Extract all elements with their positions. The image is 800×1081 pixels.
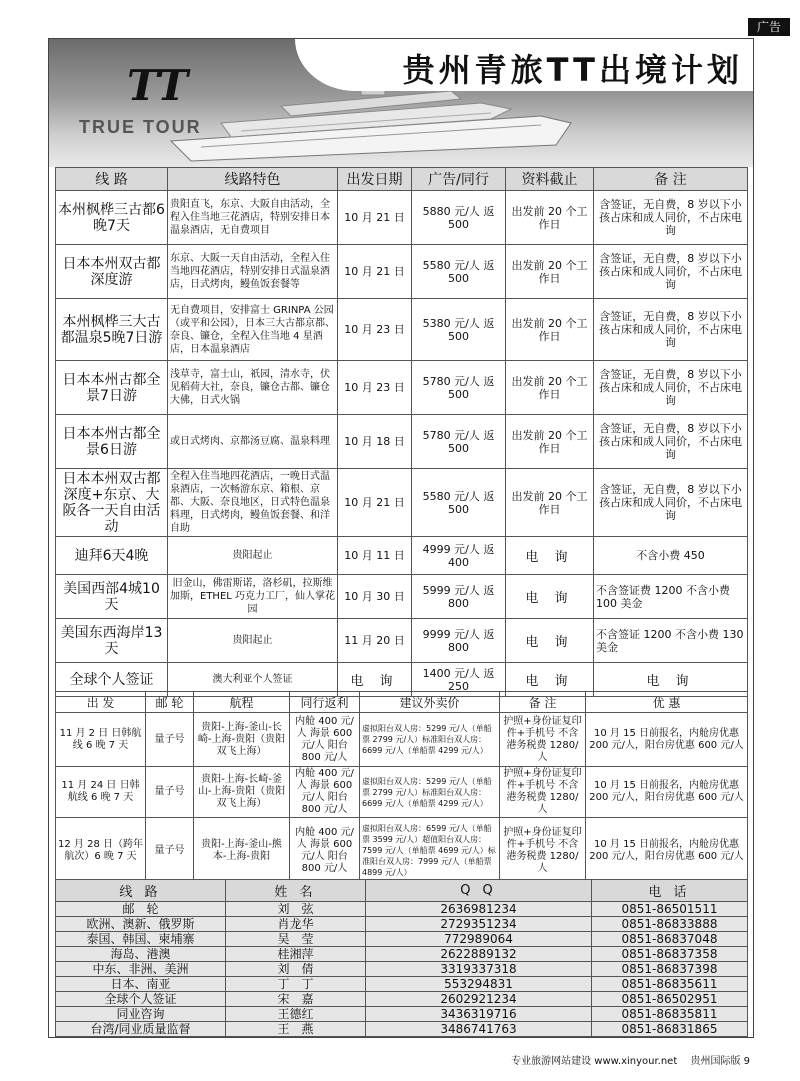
deadline: 出发前 20 个工作日 xyxy=(506,299,594,361)
contact-name: 王德红 xyxy=(226,1007,366,1022)
cruise-table-header xyxy=(56,692,748,713)
cruise-offer: 10 月 15 日前报名，内舱房优惠 200 元/人，阳台房优惠 600 元/人 xyxy=(586,818,748,884)
note: 含签证，无自费，8 岁以下小孩占床和成人同价，不占床电询 xyxy=(594,245,748,299)
note: 电 询 xyxy=(594,663,748,697)
contact-phone: 0851-86837358 xyxy=(592,947,748,962)
table-row xyxy=(56,245,748,299)
table-row xyxy=(56,767,748,818)
table-row xyxy=(56,977,748,992)
note: 含签证，无自费，8 岁以下小孩占床和成人同价，不占床电询 xyxy=(594,299,748,361)
contact-phone: 0851-86502951 xyxy=(592,992,748,1007)
route-name: 日本本州双古都深度+东京、大阪各一天自由活动 xyxy=(56,469,168,537)
depart-date: 10 月 23 日 xyxy=(338,361,412,415)
contact-line: 中东、非洲、美洲 xyxy=(56,962,226,977)
note: 不含小费 450 xyxy=(594,537,748,575)
cruise-rebate: 内舱 400 元/人 海景 600 元/人 阳台 800 元/人 xyxy=(290,767,360,818)
page-footer xyxy=(501,1052,750,1067)
ad-tag: 广告 xyxy=(748,18,790,36)
deadline: 电 询 xyxy=(506,575,594,619)
contact-phone: 0851-86833888 xyxy=(592,917,748,932)
table-row xyxy=(56,1022,748,1037)
contact-name: 王 燕 xyxy=(226,1022,366,1037)
note: 含签证，无自费，8 岁以下小孩占床和成人同价，不占床电询 xyxy=(594,469,748,537)
contact-line: 同业咨询 xyxy=(56,1007,226,1022)
depart-date: 10 月 11 日 xyxy=(338,537,412,575)
col-header-depart: 出 发 xyxy=(56,692,146,713)
table-row xyxy=(56,902,748,917)
contact-phone: 0851-86837398 xyxy=(592,962,748,977)
contact-phone: 0851-86501511 xyxy=(592,902,748,917)
deadline: 出发前 20 个工作日 xyxy=(506,469,594,537)
contact-name: 吴 莹 xyxy=(226,932,366,947)
cruise-note: 护照+身份证复印件+手机号 不含港务税费 1280/人 xyxy=(500,818,586,884)
deadline: 电 询 xyxy=(506,537,594,575)
contact-qq: 3436319716 xyxy=(366,1007,592,1022)
note: 含签证，无自费，8 岁以下小孩占床和成人同价，不占床电询 xyxy=(594,415,748,469)
route-name: 本州枫桦三古都6晚7天 xyxy=(56,191,168,245)
contact-name: 桂湘萍 xyxy=(226,947,366,962)
cruise-ship: 量子号 xyxy=(146,767,194,818)
contacts-table-header xyxy=(56,880,748,902)
contact-line: 台湾/同业质量监督 xyxy=(56,1022,226,1037)
route-name: 迪拜6天4晚 xyxy=(56,537,168,575)
col-header-line: 线 路 xyxy=(56,880,226,902)
contact-qq: 553294831 xyxy=(366,977,592,992)
table-row xyxy=(56,191,748,245)
contact-line: 全球个人签证 xyxy=(56,992,226,1007)
route-feature: 贵阳起止 xyxy=(168,619,338,663)
depart-date: 10 月 23 日 xyxy=(338,299,412,361)
contact-phone: 0851-86831865 xyxy=(592,1022,748,1037)
route-feature: 贵阳起止 xyxy=(168,537,338,575)
route-feature: 贵阳直飞，东京、大阪自由活动，全程入住当地三花酒店，特别安排日本温泉酒店，无自费项目 xyxy=(168,191,338,245)
table-row xyxy=(56,575,748,619)
header-banner xyxy=(49,39,753,167)
col-header-price: 广告/同行 xyxy=(412,168,506,191)
col-header-deadline: 资料截止 xyxy=(506,168,594,191)
table-row xyxy=(56,917,748,932)
note: 含签证，无自费，8 岁以下小孩占床和成人同价，不占床电询 xyxy=(594,191,748,245)
col-header-sell-price: 建议外卖价 xyxy=(360,692,500,713)
contact-qq: 3319337318 xyxy=(366,962,592,977)
col-header-ship: 邮 轮 xyxy=(146,692,194,713)
cruise-table xyxy=(55,691,748,884)
cruise-sell-price: 虚拟阳台双人房：5299 元/人（单船票 2799 元/人）标准阳台双人房：6699 元/人（单船票 4299 元/人） xyxy=(360,713,500,767)
note: 含签证，无自费，8 岁以下小孩占床和成人同价，不占床电询 xyxy=(594,361,748,415)
col-header-rebate: 同行返利 xyxy=(290,692,360,713)
footer-website: 专业旅游网站建设 www.xinyour.net xyxy=(511,1056,678,1067)
route-name: 日本本州古都全景7日游 xyxy=(56,361,168,415)
note: 不含签证费 1200 不含小费 100 美金 xyxy=(594,575,748,619)
col-header-note: 备 注 xyxy=(594,168,748,191)
route-name: 全球个人签证 xyxy=(56,663,168,697)
deadline: 出发前 20 个工作日 xyxy=(506,361,594,415)
price: 5380 元/人 返 500 xyxy=(412,299,506,361)
table-row xyxy=(56,962,748,977)
cruise-sell-price: 虚拟阳台双人房：5299 元/人（单船票 2799 元/人）标准阳台双人房：6699 元/人（单船票 4299 元/人） xyxy=(360,767,500,818)
contact-line: 海岛、港澳 xyxy=(56,947,226,962)
price: 5580 元/人 返 500 xyxy=(412,469,506,537)
deadline: 出发前 20 个工作日 xyxy=(506,245,594,299)
routes-table xyxy=(55,167,748,697)
table-row xyxy=(56,537,748,575)
route-feature: 或日式烤肉、京都汤豆腐、温泉料理 xyxy=(168,415,338,469)
cruise-route: 贵阳-上海-长崎-釜山-上海-贵阳（贵阳双飞上海） xyxy=(194,767,290,818)
route-feature: 旧金山，佛雷斯诺，洛杉矶，拉斯维加斯，ETHEL 巧克力工厂，仙人掌花园 xyxy=(168,575,338,619)
table-row xyxy=(56,992,748,1007)
cruise-note: 护照+身份证复印件+手机号 不含港务税费 1280/人 xyxy=(500,767,586,818)
depart-date: 11 月 20 日 xyxy=(338,619,412,663)
depart-date: 10 月 30 日 xyxy=(338,575,412,619)
table-row xyxy=(56,818,748,884)
col-header-date: 出发日期 xyxy=(338,168,412,191)
price: 5780 元/人 返 500 xyxy=(412,415,506,469)
title-box xyxy=(295,39,753,91)
route-feature: 无自费项目，安排富士 GRINPA 公园（或平和公园），日本三大古都京都、奈良、镰仓，全程入住当地 4 星酒店，日本温泉酒店 xyxy=(168,299,338,361)
page-title: 贵州青旅TT出境计划 xyxy=(402,51,743,89)
route-name: 美国东西海岸13天 xyxy=(56,619,168,663)
cruise-route: 贵阳-上海-釜山-熊本-上海-贵阳 xyxy=(194,818,290,884)
contact-phone: 0851-86837048 xyxy=(592,932,748,947)
contacts-table xyxy=(55,879,748,1037)
route-feature: 全程入住当地四花酒店，一晚日式温泉酒店，一次畅游东京、箱根、京都、大阪、奈良地区，日式特色温泉料理，日式烤肉，鳗鱼饭套餐、和洋自助 xyxy=(168,469,338,537)
col-header-name: 姓 名 xyxy=(226,880,366,902)
contact-name: 肖龙华 xyxy=(226,917,366,932)
cruise-depart: 12 月 28 日（跨年航次）6 晚 7 天 xyxy=(56,818,146,884)
route-name: 日本本州古都全景6日游 xyxy=(56,415,168,469)
cruise-sell-price: 虚拟阳台双人房：6599 元/人（单船票 3599 元/人）超值阳台双人房：7599 元/人（单船票 4699 元/人）标准阳台双人房：7999 元/人（单船票 4899 元/人） xyxy=(360,818,500,884)
col-header-qq: Q Q xyxy=(366,880,592,902)
routes-table-header xyxy=(56,168,748,191)
contact-line: 邮 轮 xyxy=(56,902,226,917)
table-row xyxy=(56,947,748,962)
route-name: 日本本州双古都深度游 xyxy=(56,245,168,299)
advert-frame xyxy=(48,38,754,1038)
col-header-note: 备 注 xyxy=(500,692,586,713)
route-name: 本州枫桦三大古都温泉5晚7日游 xyxy=(56,299,168,361)
col-header-phone: 电 话 xyxy=(592,880,748,902)
col-header-offer: 优 惠 xyxy=(586,692,748,713)
price: 5780 元/人 返 500 xyxy=(412,361,506,415)
cruise-ship: 量子号 xyxy=(146,818,194,884)
deadline: 出发前 20 个工作日 xyxy=(506,191,594,245)
note: 不含签证 1200 不含小费 130 美金 xyxy=(594,619,748,663)
cruise-offer: 10 月 15 日前报名，内舱房优惠 200 元/人，阳台房优惠 600 元/人 xyxy=(586,713,748,767)
brand-name: TRUE TOUR xyxy=(79,117,202,137)
table-row xyxy=(56,361,748,415)
contact-qq: 2729351234 xyxy=(366,917,592,932)
logo-mark: TT xyxy=(127,61,189,110)
contact-line: 泰国、韩国、柬埔寨 xyxy=(56,932,226,947)
contact-phone: 0851-86835811 xyxy=(592,1007,748,1022)
route-feature: 东京、大阪一天自由活动，全程入住当地四花酒店，特别安排日式温泉酒店，日式烤肉，鳗鱼饭套餐等 xyxy=(168,245,338,299)
price: 9999 元/人 返 800 xyxy=(412,619,506,663)
depart-date: 10 月 21 日 xyxy=(338,245,412,299)
route-feature: 浅草寺，富士山，祇园，清水寺，伏见稻荷大社，奈良，镰仓古都、镰仓大佛，日式火锅 xyxy=(168,361,338,415)
cruise-depart: 11 月 24 日 日韩航线 6 晚 7 天 xyxy=(56,767,146,818)
contact-qq: 3486741763 xyxy=(366,1022,592,1037)
contact-name: 宋 嘉 xyxy=(226,992,366,1007)
contact-name: 刘 弦 xyxy=(226,902,366,917)
cruise-route: 贵阳-上海-釜山-长崎-上海-贵阳（贵阳双飞上海） xyxy=(194,713,290,767)
contact-phone: 0851-86835611 xyxy=(592,977,748,992)
price: 5999 元/人 返 800 xyxy=(412,575,506,619)
route-feature: 澳大利亚个人签证 xyxy=(168,663,338,697)
cruise-offer: 10 月 15 日前报名，内舱房优惠 200 元/人，阳台房优惠 600 元/人 xyxy=(586,767,748,818)
depart-date: 10 月 18 日 xyxy=(338,415,412,469)
contact-qq: 772989064 xyxy=(366,932,592,947)
contact-name: 丁 丁 xyxy=(226,977,366,992)
table-row xyxy=(56,415,748,469)
price: 5580 元/人 返 500 xyxy=(412,245,506,299)
table-row xyxy=(56,619,748,663)
cruise-depart: 11 月 2 日 日韩航线 6 晚 7 天 xyxy=(56,713,146,767)
col-header-feature: 线路特色 xyxy=(168,168,338,191)
price: 1400 元/人 返 250 xyxy=(412,663,506,697)
price: 4999 元/人 返 400 xyxy=(412,537,506,575)
price: 5880 元/人 返 500 xyxy=(412,191,506,245)
col-header-route: 航程 xyxy=(194,692,290,713)
depart-date: 10 月 21 日 xyxy=(338,191,412,245)
cruise-rebate: 内舱 400 元/人 海景 600 元/人 阳台 800 元/人 xyxy=(290,713,360,767)
table-row xyxy=(56,469,748,537)
contact-line: 欧洲、澳新、俄罗斯 xyxy=(56,917,226,932)
contact-name: 刘 倩 xyxy=(226,962,366,977)
depart-date: 电 询 xyxy=(338,663,412,697)
deadline: 电 询 xyxy=(506,619,594,663)
table-row xyxy=(56,713,748,767)
depart-date: 10 月 21 日 xyxy=(338,469,412,537)
contact-qq: 2622889132 xyxy=(366,947,592,962)
deadline: 电 询 xyxy=(506,663,594,697)
table-row xyxy=(56,299,748,361)
table-row xyxy=(56,932,748,947)
route-name: 美国西部4城10天 xyxy=(56,575,168,619)
footer-edition: 贵州国际版 9 xyxy=(690,1056,750,1067)
cruise-ship: 量子号 xyxy=(146,713,194,767)
cruise-note: 护照+身份证复印件+手机号 不含港务税费 1280/人 xyxy=(500,713,586,767)
cruise-rebate: 内舱 400 元/人 海景 600 元/人 阳台 800 元/人 xyxy=(290,818,360,884)
contact-qq: 2602921234 xyxy=(366,992,592,1007)
deadline: 出发前 20 个工作日 xyxy=(506,415,594,469)
contact-line: 日本、南亚 xyxy=(56,977,226,992)
col-header-route: 线 路 xyxy=(56,168,168,191)
table-row xyxy=(56,1007,748,1022)
contact-qq: 2636981234 xyxy=(366,902,592,917)
